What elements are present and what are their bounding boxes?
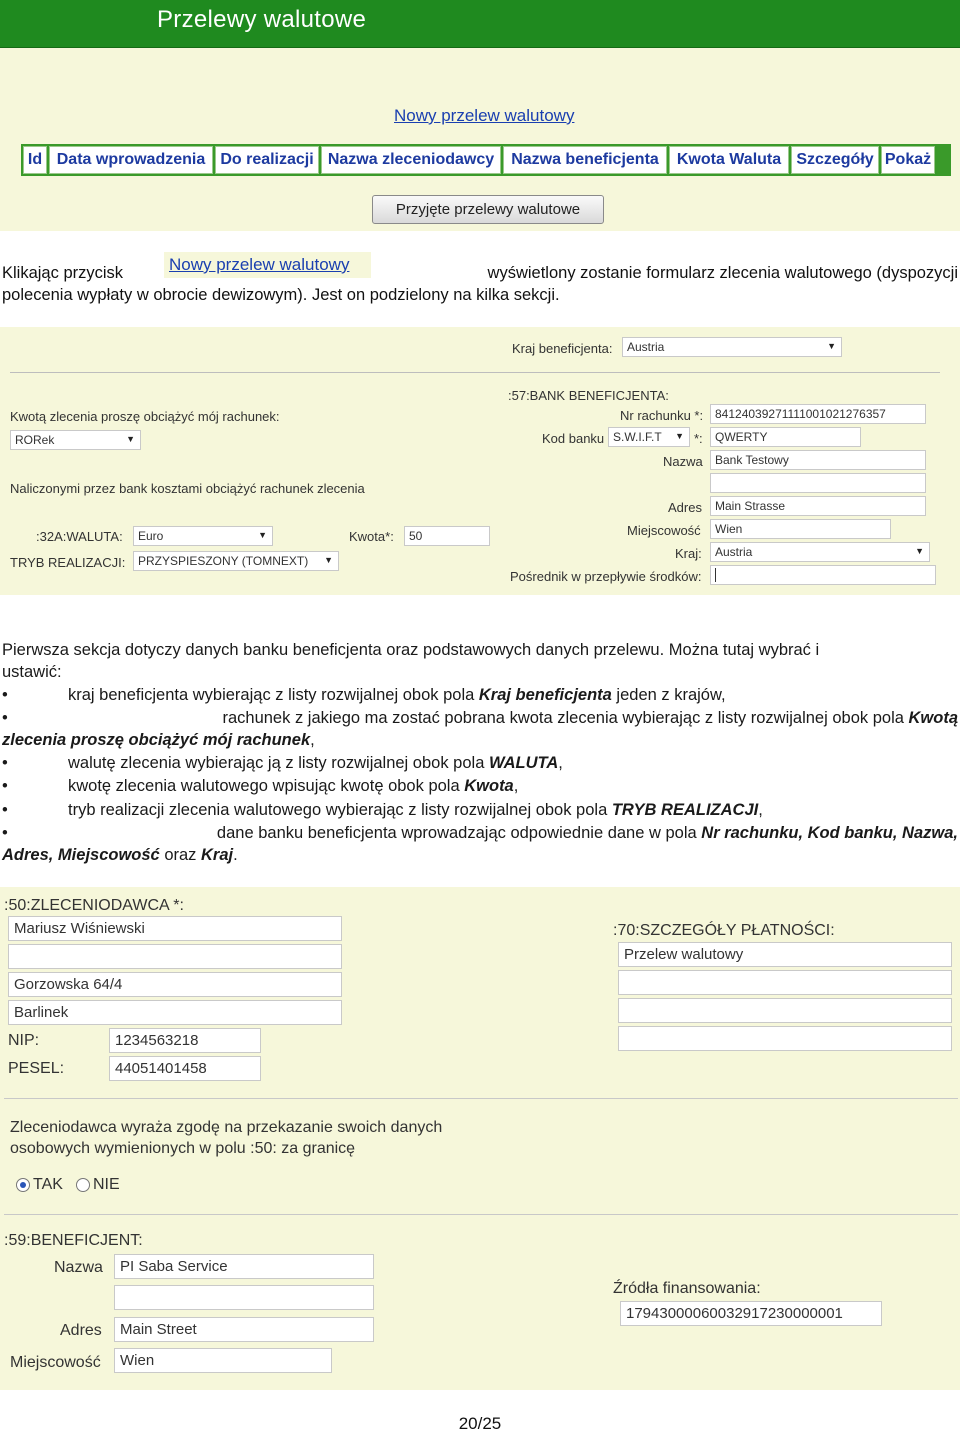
pesel-field[interactable]: 44051401458 xyxy=(109,1056,261,1081)
bank-code-label: Kod banku xyxy=(542,431,605,446)
bank-name-field-2[interactable] xyxy=(710,473,926,493)
bullet-text: oraz xyxy=(159,846,202,864)
bullet-char: • xyxy=(2,801,8,819)
column-date[interactable]: Data wprowadzenia xyxy=(49,146,213,174)
currency-label: :32A:WALUTA: xyxy=(36,529,123,544)
bullet-field-name: Nr rachunku, Kod banku, Nazwa, xyxy=(701,824,958,842)
consent-yes-radio[interactable] xyxy=(16,1178,30,1192)
bank-code-required: *: xyxy=(694,431,703,446)
section1-line1: Pierwsza sekcja dotyczy danych banku beneficjenta oraz podstawowych danych przelewu. Można tutaj wybrać i xyxy=(2,641,820,659)
orderer-street-field[interactable]: Gorzowska 64/4 xyxy=(8,972,342,997)
column-details[interactable]: Szczegóły xyxy=(791,146,879,174)
bullet-field-name: TRYB REALIZACJI xyxy=(611,801,759,819)
debit-account-label: Kwotą zlecenia proszę obciążyć mój rachunek: xyxy=(10,409,280,424)
beneficiary-name-field-2[interactable] xyxy=(114,1285,374,1310)
bullet-text: , xyxy=(758,801,763,819)
orderer-label: :50:ZLECENIODAWCA *: xyxy=(4,897,184,914)
bullet-char: • xyxy=(2,709,8,727)
page-header xyxy=(0,0,960,48)
bullet-text: , xyxy=(513,777,519,795)
bullet-text: walutę zlecenia wybierając ją z listy rozwijalnej obok pola xyxy=(68,754,489,772)
intermediary-field[interactable] xyxy=(710,565,936,585)
bullet-currency xyxy=(2,752,958,774)
bullet-text: kraj beneficjenta wybierając z listy rozwijalnej obok pola xyxy=(68,686,479,704)
details-field-2[interactable] xyxy=(618,970,952,995)
column-beneficiary[interactable]: Nazwa beneficjenta xyxy=(503,146,667,174)
intro-new-transfer-link[interactable]: Nowy przelew walutowy xyxy=(169,255,350,274)
beneficiary-name-field[interactable]: PI Saba Service xyxy=(114,1254,374,1279)
bank-city-field[interactable]: Wien xyxy=(710,519,891,539)
bullet-mode xyxy=(2,799,958,821)
beneficiary-city-label: Miejscowość xyxy=(10,1354,101,1371)
beneficiary-address-field[interactable]: Main Street xyxy=(114,1317,374,1342)
bullet-text: rachunek z jakiego ma zostać pobrana kwota zlecenia wybierając z listy rozwijalnej obok pola xyxy=(222,709,909,727)
bullet-text: tryb realizacji zlecenia walutowego wybierając z listy rozwijalnej obok pola xyxy=(68,801,612,819)
column-show[interactable]: Pokaż xyxy=(881,146,935,174)
transfers-table-header xyxy=(21,144,951,176)
bullet-char: • xyxy=(2,754,8,772)
divider xyxy=(4,1214,958,1215)
bullet-field-name: Kwotą xyxy=(908,709,958,727)
bank-code-field[interactable]: QWERTY xyxy=(710,427,861,447)
bullet-field-name: Kwota xyxy=(464,777,514,795)
section1-line2: ustawić: xyxy=(2,663,62,681)
bank-name-field[interactable]: Bank Testowy xyxy=(710,450,926,470)
account-field[interactable]: 84124039271111001021276357 xyxy=(710,404,926,424)
country-select[interactable]: Austria ▼ xyxy=(622,337,842,357)
bank-name-label: Nazwa xyxy=(663,454,703,469)
bank-section-label: :57:BANK BENEFICJENTA: xyxy=(508,388,669,403)
mode-label: TRYB REALIZACJI: xyxy=(10,555,126,570)
page-title: Przelewy walutowe xyxy=(157,6,367,33)
column-due[interactable]: Do realizacji xyxy=(215,146,319,174)
consent-yes-label: TAK xyxy=(33,1176,63,1193)
details-field-3[interactable] xyxy=(618,998,952,1023)
bank-country-select[interactable]: Austria ▼ xyxy=(710,542,930,562)
bullet-char: • xyxy=(2,686,8,704)
accepted-transfers-button[interactable]: Przyjęte przelewy walutowe xyxy=(372,195,604,224)
consent-no-option[interactable] xyxy=(76,1176,120,1194)
beneficiary-label: :59:BENEFICJENT: xyxy=(4,1232,143,1249)
debit-account-select[interactable]: RORek ▼ xyxy=(10,430,141,450)
country-label: Kraj beneficjenta: xyxy=(512,341,613,356)
bank-code-type-select[interactable]: S.W.I.F.T ▼ xyxy=(608,427,690,447)
bank-address-field[interactable]: Main Strasse xyxy=(710,496,926,516)
amount-field[interactable]: 50 xyxy=(404,526,490,546)
column-amount-currency[interactable]: Kwota Waluta xyxy=(669,146,789,174)
column-id[interactable]: Id xyxy=(23,146,47,174)
bullet-char: • xyxy=(2,824,8,842)
beneficiary-city-field[interactable]: Wien xyxy=(114,1348,332,1373)
details-field-4[interactable] xyxy=(618,1026,952,1051)
bullet-field-name: Kraj xyxy=(201,846,234,864)
funding-label: Źródła finansowania: xyxy=(613,1280,761,1297)
consent-yes-option[interactable] xyxy=(16,1176,63,1194)
bullet-amount xyxy=(2,775,958,797)
bullet-field-name: WALUTA xyxy=(488,754,559,772)
orderer-city-field[interactable]: Barlinek xyxy=(8,1000,342,1025)
orderer-name-field[interactable]: Mariusz Wiśniewski xyxy=(8,916,342,941)
consent-no-radio[interactable] xyxy=(76,1178,90,1192)
consent-line1: Zleceniodawca wyraża zgodę na przekazanie swoich danych xyxy=(10,1119,443,1136)
new-transfer-link[interactable]: Nowy przelew walutowy xyxy=(394,106,575,125)
page-number: 20/25 xyxy=(458,1414,502,1433)
orderer-name-field-2[interactable] xyxy=(8,944,342,969)
intro-part1: Klikając przycisk xyxy=(2,264,124,282)
intro-link-box xyxy=(164,252,371,278)
beneficiary-name-label: Nazwa xyxy=(54,1259,103,1276)
account-label: Nr rachunku *: xyxy=(620,408,704,423)
divider xyxy=(10,372,940,373)
column-orderer[interactable]: Nazwa zleceniodawcy xyxy=(321,146,501,174)
amount-label: Kwota*: xyxy=(349,529,394,544)
pesel-label: PESEL: xyxy=(8,1060,65,1077)
costs-text: Naliczonymi przez bank kosztami obciążyć rachunek zlecenia xyxy=(10,481,365,496)
bullet-text: kwotę zlecenia walutowego wpisując kwotę obok pola xyxy=(68,777,465,795)
bullet-text: dane banku beneficjenta wprowadzając odpowiednie dane w pola xyxy=(216,824,702,842)
funding-field[interactable]: 17943000060032917230000001 xyxy=(620,1301,882,1326)
intro-part2: wyświetlony zostanie formularz zlecenia walutowego (dyspozycji xyxy=(487,264,958,282)
bullet-account xyxy=(2,707,958,751)
intro-line2: polecenia wypłaty w obrocie dewizowym). Jest on podzielony na kilka sekcji. xyxy=(2,286,560,304)
bullet-country xyxy=(2,684,958,706)
bullet-char: • xyxy=(2,777,8,795)
currency-select[interactable]: Euro ▼ xyxy=(133,526,273,546)
bullet-text: jeden z krajów, xyxy=(611,686,726,704)
bank-country-label: Kraj: xyxy=(675,546,702,561)
bullet-text: , xyxy=(558,754,563,772)
intermediary-label: Pośrednik w przepływie środków: xyxy=(510,569,702,584)
bullet-field-name: Adres, Miejscowość xyxy=(2,846,160,864)
details-field-1[interactable]: Przelew walutowy xyxy=(618,942,952,967)
nip-label: NIP: xyxy=(8,1032,40,1049)
divider xyxy=(4,1098,958,1099)
bullet-field-name: zlecenia proszę obciążyć mój rachunek xyxy=(2,731,311,749)
bullet-text: . xyxy=(233,846,238,864)
bank-address-label: Adres xyxy=(668,500,702,515)
bank-city-label: Miejscowość xyxy=(627,523,701,538)
consent-no-label: NIE xyxy=(93,1176,120,1193)
bullet-text: , xyxy=(310,731,315,749)
bullet-bank-data xyxy=(2,822,958,866)
bullet-field-name: Kraj beneficjenta xyxy=(478,686,612,704)
consent-line2: osobowych wymienionych w polu :50: za granicę xyxy=(10,1140,356,1157)
nip-field[interactable]: 1234563218 xyxy=(109,1028,261,1053)
details-label: :70:SZCZEGÓŁY PŁATNOŚCI: xyxy=(613,922,835,939)
mode-select[interactable]: PRZYSPIESZONY (TOMNEXT) ▼ xyxy=(133,551,339,571)
beneficiary-address-label: Adres xyxy=(60,1322,102,1339)
